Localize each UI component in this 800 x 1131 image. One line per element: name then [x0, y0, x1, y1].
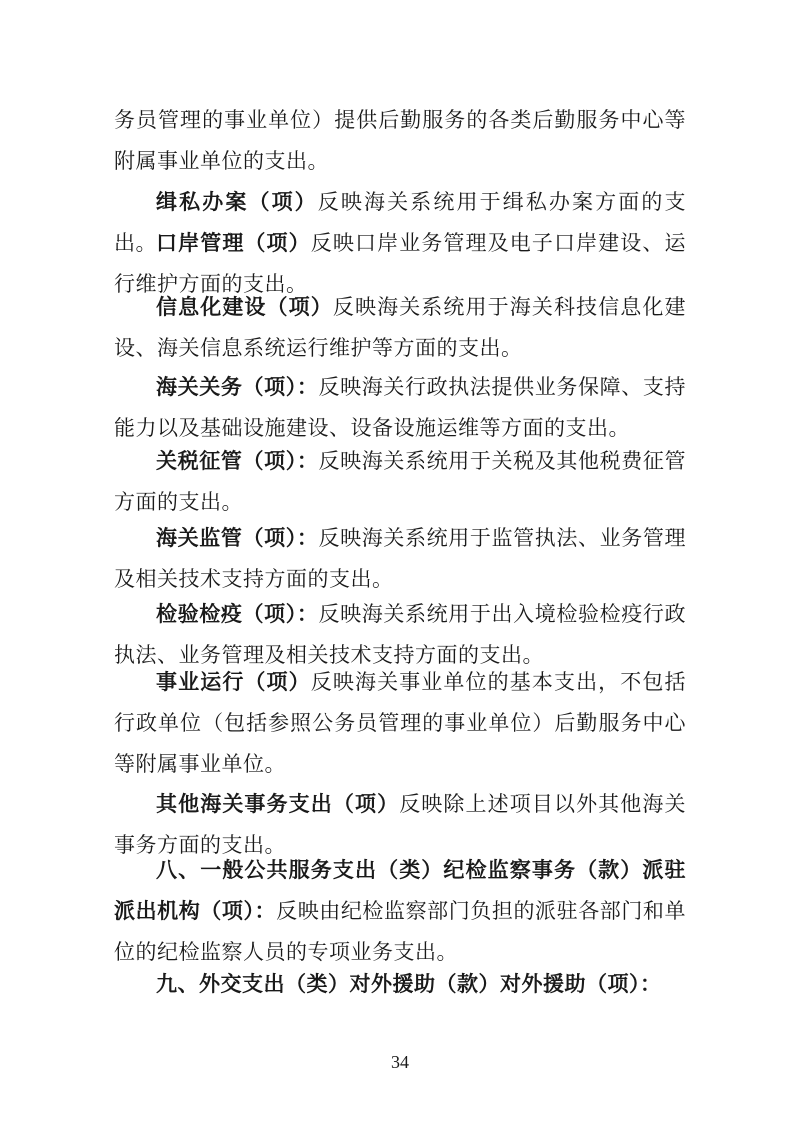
paragraph-section-nine [114, 964, 686, 1005]
paragraph-heading: 关税征管（项）： [156, 449, 319, 473]
paragraph-text: 反映口岸业务管理及电子口岸建设、运行维护方面的支出。 [114, 231, 687, 296]
paragraph-text: 务员管理的事业单位）提供后勤服务的各类后勤服务中心等附属事业单位的支出。 [114, 108, 686, 173]
paragraph-text: 反映海关系统用于缉私办案方面的支出。 [114, 190, 686, 255]
paragraph-institution-operation [114, 662, 686, 785]
paragraph-heading: 检验检疫（项）： [156, 602, 319, 626]
page-number: 34 [391, 1052, 409, 1072]
section-heading: 九、外交支出（类）对外援助（款）对外援助（项）： [156, 972, 662, 996]
paragraph-text: 反映由纪检监察部门负担的派驻各部门和单位的纪检监察人员的专项业务支出。 [114, 899, 687, 964]
paragraph-text: 反映海关系统用于关税及其他税费征管方面的支出。 [114, 449, 686, 514]
paragraph-continuation [114, 100, 686, 182]
paragraph-text: 反映海关系统用于海关科技信息化建设、海关信息系统运行维护等方面的支出。 [114, 295, 687, 360]
paragraph-heading: 海关关务（项）： [156, 375, 319, 399]
paragraph-heading: 口岸管理（项） [156, 231, 311, 255]
paragraph-heading: 其他海关事务支出（项） [156, 792, 400, 816]
paragraph-text: 反映海关行政执法提供业务保障、支持能力以及基础设施建设、设备设施运维等方面的支出。 [114, 375, 686, 440]
paragraph-tariff-collection [114, 441, 686, 523]
paragraph-text: 反映海关事业单位的基本支出，不包括行政单位（包括参照公务员管理的事业单位）后勤服务中心等附属事业单位。 [114, 670, 687, 776]
paragraph-heading: 海关监管（项）： [156, 526, 319, 550]
paragraph-heading: 信息化建设（项） [156, 295, 333, 319]
paragraph-informatization [114, 287, 686, 369]
section-heading: 八、一般公共服务支出（类）纪检监察事务（款）派驻派出机构（项）： [114, 858, 686, 923]
paragraph-section-eight [114, 850, 686, 973]
paragraph-customs-supervision [114, 518, 686, 600]
paragraph-heading: 事业运行（项） [156, 670, 311, 694]
paragraph-text: 反映海关系统用于监管执法、业务管理及相关技术支持方面的支出。 [114, 526, 686, 591]
paragraph-customs-affairs [114, 367, 686, 449]
paragraph-text: 反映海关系统用于出入境检验检疫行政执法、业务管理及相关技术支持方面的支出。 [114, 602, 686, 667]
paragraph-text: 反映除上述项目以外其他海关事务方面的支出。 [114, 792, 687, 857]
paragraph-heading: 缉私办案（项） [156, 190, 318, 214]
